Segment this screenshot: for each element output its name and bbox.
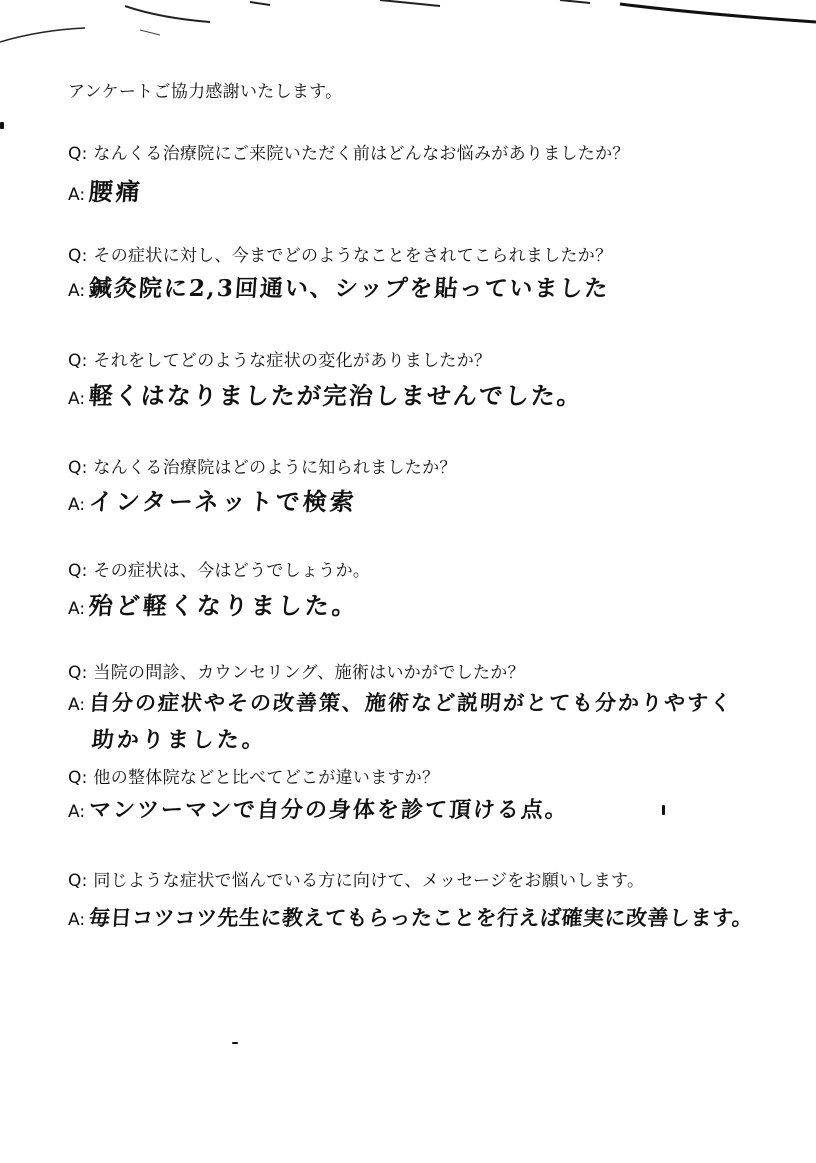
question-7: Q: 他の整体院などと比べてどこが違いますか？ <box>68 768 440 788</box>
answer-text: 鍼灸院に2,3回通い、シップを貼っていました <box>87 275 611 302</box>
question-6: Q: 当院の問診、カウンセリング、施術はいかがでしたか？ <box>68 663 525 683</box>
answer-4 <box>68 482 357 517</box>
answer-prefix: A: <box>68 281 86 301</box>
answer-prefix: A: <box>68 802 86 822</box>
question-5: Q: その症状は、今はどうでしょうか。 <box>68 561 371 581</box>
answer-prefix: A: <box>68 185 86 205</box>
answer-5 <box>68 586 359 621</box>
answer-3 <box>68 376 583 411</box>
answer-text: 殆ど軽くなりました。 <box>87 591 360 620</box>
answer-2 <box>68 270 610 303</box>
answer-6-continued: 助かりました。 <box>90 727 268 753</box>
scan-edge-artifacts <box>0 0 816 60</box>
answer-prefix: A: <box>68 495 86 515</box>
question-2: Q: その症状に対し、今までどのようなことをされてこられましたか？ <box>68 246 613 266</box>
answer-prefix: A: <box>68 599 86 619</box>
question-1: Q: なんくる治療院にご来院いただく前はどんなお悩みがありましたか？ <box>68 144 630 164</box>
answer-7 <box>68 793 569 824</box>
answer-text: 腰痛 <box>87 177 144 206</box>
answer-1 <box>68 172 143 207</box>
answer-6 <box>68 687 733 717</box>
answer-text: 軽くはなりましたが完治しませんでした。 <box>87 381 584 410</box>
scan-speck <box>662 805 665 815</box>
answer-text: マンツーマンで自分の身体を診て頂ける点。 <box>88 797 570 823</box>
scan-speck <box>232 1042 238 1044</box>
answer-prefix: A: <box>68 910 86 930</box>
survey-intro: アンケートご協力感謝いたします。 <box>68 82 343 102</box>
answer-text: 毎日コツコツ先生に教えてもらったことを行えば確実に改善します。 <box>88 905 755 930</box>
scan-speck <box>0 122 4 129</box>
answer-prefix: A: <box>68 389 86 409</box>
question-3: Q: それをしてどのような症状の変化がありましたか？ <box>68 351 492 371</box>
answer-prefix: A: <box>68 695 86 715</box>
question-8: Q: 同じような症状で悩んでいる方に向けて、メッセージをお願いします。 <box>68 871 645 891</box>
question-4: Q: なんくる治療院はどのように知られましたか？ <box>68 458 457 478</box>
answer-text: インターネットで検索 <box>87 487 358 516</box>
answer-8 <box>68 902 753 932</box>
answer-text: 自分の症状やその改善策、施術など説明がとても分かりやすく <box>88 690 734 715</box>
